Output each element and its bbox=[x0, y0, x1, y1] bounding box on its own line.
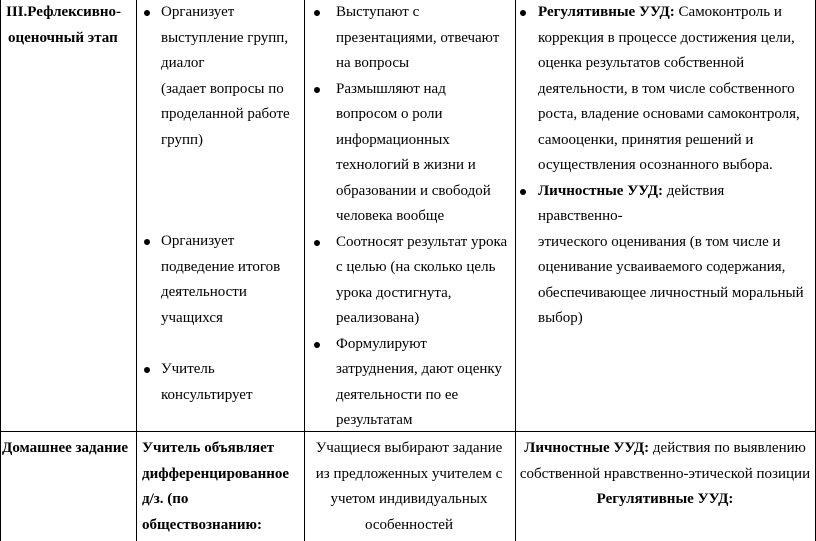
column-divider bbox=[136, 0, 137, 541]
bullet-icon bbox=[314, 10, 320, 16]
bullet-icon bbox=[144, 367, 150, 373]
list-item: Формулируют затруднения, дают оценку деятельности по ее результатам bbox=[336, 332, 510, 434]
bullet-icon bbox=[144, 239, 150, 245]
list-item: Организует подведение итогов деятельности учащихся bbox=[161, 229, 301, 331]
list-item: Выступают с презентациями, отвечают на вопросы bbox=[336, 0, 510, 77]
teacher-activity-cell bbox=[161, 0, 301, 153]
list-item: Регулятивные УУД: Самоконтроль и коррекция в процессе достижения цели, оценка результатов собственной деятельности, в том числе собственного роста, владение основами самоконтроля, самооценки, принятия решений и осуществления осознанного выбора. bbox=[538, 0, 810, 179]
bullet-icon bbox=[520, 10, 526, 16]
homework-uud-cell: Личностные УУД: действия по выявлению собственной нравственно-этической позиции Регулятивные УУД: bbox=[519, 440, 811, 507]
column-divider bbox=[304, 0, 305, 541]
uud-cell bbox=[538, 0, 810, 332]
bullet-icon bbox=[314, 342, 320, 348]
homework-students-cell: Учащиеся выбирают задание из предложенных учителем с учетом индивидуальных особенностей bbox=[315, 440, 503, 533]
list-item: Организует выступление групп, диалог (задает вопросы по проделанной работе групп) bbox=[161, 0, 301, 153]
bullet-icon bbox=[314, 87, 320, 93]
list-item: Соотносят результат урока с целью (на сколько цель урока достигнута, реализована) bbox=[336, 230, 510, 332]
homework-stage-cell: Домашнее задание bbox=[2, 440, 129, 456]
bullet-icon bbox=[144, 10, 150, 16]
list-item: Личностные УУД: действия нравственно- этического оценивания (в том числе и оценивание усваиваемого содержания, обеспечивающее личностный моральный выбор) bbox=[538, 179, 810, 332]
stage-cell: III.Рефлексивно- оценочный этап bbox=[6, 4, 121, 46]
list-item: Размышляют над вопросом о роли информационных технологий в жизни и образовании и свободой человека вообще bbox=[336, 77, 510, 230]
student-activity-cell bbox=[336, 0, 510, 434]
bullet-icon bbox=[520, 189, 526, 195]
list-item: Учитель консультирует bbox=[161, 357, 301, 408]
homework-teacher-cell: Учитель объявляет дифференцированное д/з. (по обществознанию: bbox=[142, 440, 290, 533]
table-border-left bbox=[0, 0, 1, 541]
column-divider bbox=[515, 0, 516, 541]
bullet-icon bbox=[314, 240, 320, 246]
